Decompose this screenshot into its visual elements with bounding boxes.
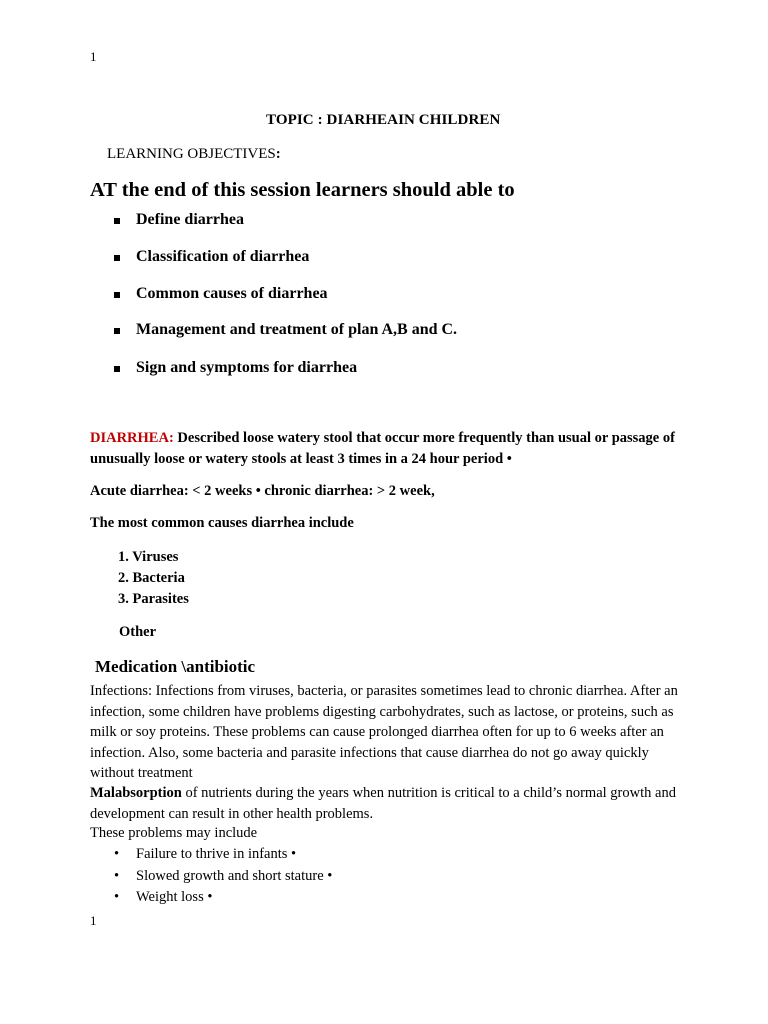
malabsorption-term: Malabsorption (90, 785, 182, 801)
definition-text: Described loose watery stool that occur more frequently than usual or passage of unusually loose or watery stools at least 3 times in a 24 hour period • (90, 430, 675, 467)
cause-label: Parasites (132, 591, 189, 607)
cause-number: 1. (118, 549, 129, 565)
objective-text: Sign and symptoms for diarrhea (136, 359, 358, 376)
diarrhea-definition (90, 428, 690, 470)
header-page-number: 1 (90, 49, 97, 64)
problem-text: Weight loss • (136, 889, 213, 905)
square-bullet-icon (114, 292, 120, 298)
malabsorption-paragraph (90, 783, 690, 824)
square-bullet-icon (114, 328, 120, 334)
learning-objectives-label (107, 146, 281, 163)
cause-item (118, 591, 189, 608)
objectives-heading: AT the end of this session learners should able to (90, 179, 515, 201)
causes-intro: The most common causes diarrhea include (90, 515, 354, 531)
cause-item (118, 570, 185, 587)
cause-label: Bacteria (132, 570, 185, 586)
problem-text: Slowed growth and short stature • (136, 868, 333, 884)
other-cause: Other (119, 624, 157, 640)
infections-paragraph: Infections: Infections from viruses, bacteria, or parasites sometimes lead to chronic diarrhea. After an infection, some children have problems digesting carbohydrates, such as lactose, or proteins, such as milk or soy proteins. These problems can cause prolonged diarrhea often for up to 6 weeks after an infection. Also, some bacteria and parasite infections that cause diarrhea do not go away quickly without treatment (90, 683, 678, 781)
square-bullet-icon (114, 255, 120, 261)
bullet-icon: • (114, 846, 120, 862)
definition-term: DIARRHEA: (90, 430, 174, 446)
acute-chronic-line: Acute diarrhea: < 2 weeks • chronic diarrhea: > 2 week, (90, 483, 435, 499)
cause-number: 3. (118, 591, 129, 607)
medication-heading: Medication \antibiotic (95, 657, 256, 676)
square-bullet-icon (114, 366, 120, 372)
malabsorption-text: of nutrients during the years when nutrition is critical to a child’s normal growth and development can result in other health problems. (90, 785, 676, 822)
bullet-icon: • (114, 868, 120, 884)
objective-text: Classification of diarrhea (136, 248, 310, 265)
square-bullet-icon (114, 218, 120, 224)
objective-text: Common causes of diarrhea (136, 285, 328, 302)
learning-objectives-text: LEARNING OBJECTIVES (107, 146, 276, 162)
objective-text: Management and treatment of plan A,B and C. (136, 321, 458, 338)
cause-item (118, 549, 178, 566)
footer-page-number: 1 (90, 913, 97, 928)
cause-label: Viruses (132, 549, 179, 565)
topic-title: TOPIC : DIARHEAIN CHILDREN (266, 112, 501, 128)
learning-objectives-colon: : (275, 146, 281, 162)
cause-number: 2. (118, 570, 129, 586)
problems-intro: These problems may include (90, 825, 258, 841)
objective-text: Define diarrhea (136, 211, 244, 228)
bullet-icon: • (114, 889, 120, 905)
problem-text: Failure to thrive in infants • (136, 846, 297, 862)
